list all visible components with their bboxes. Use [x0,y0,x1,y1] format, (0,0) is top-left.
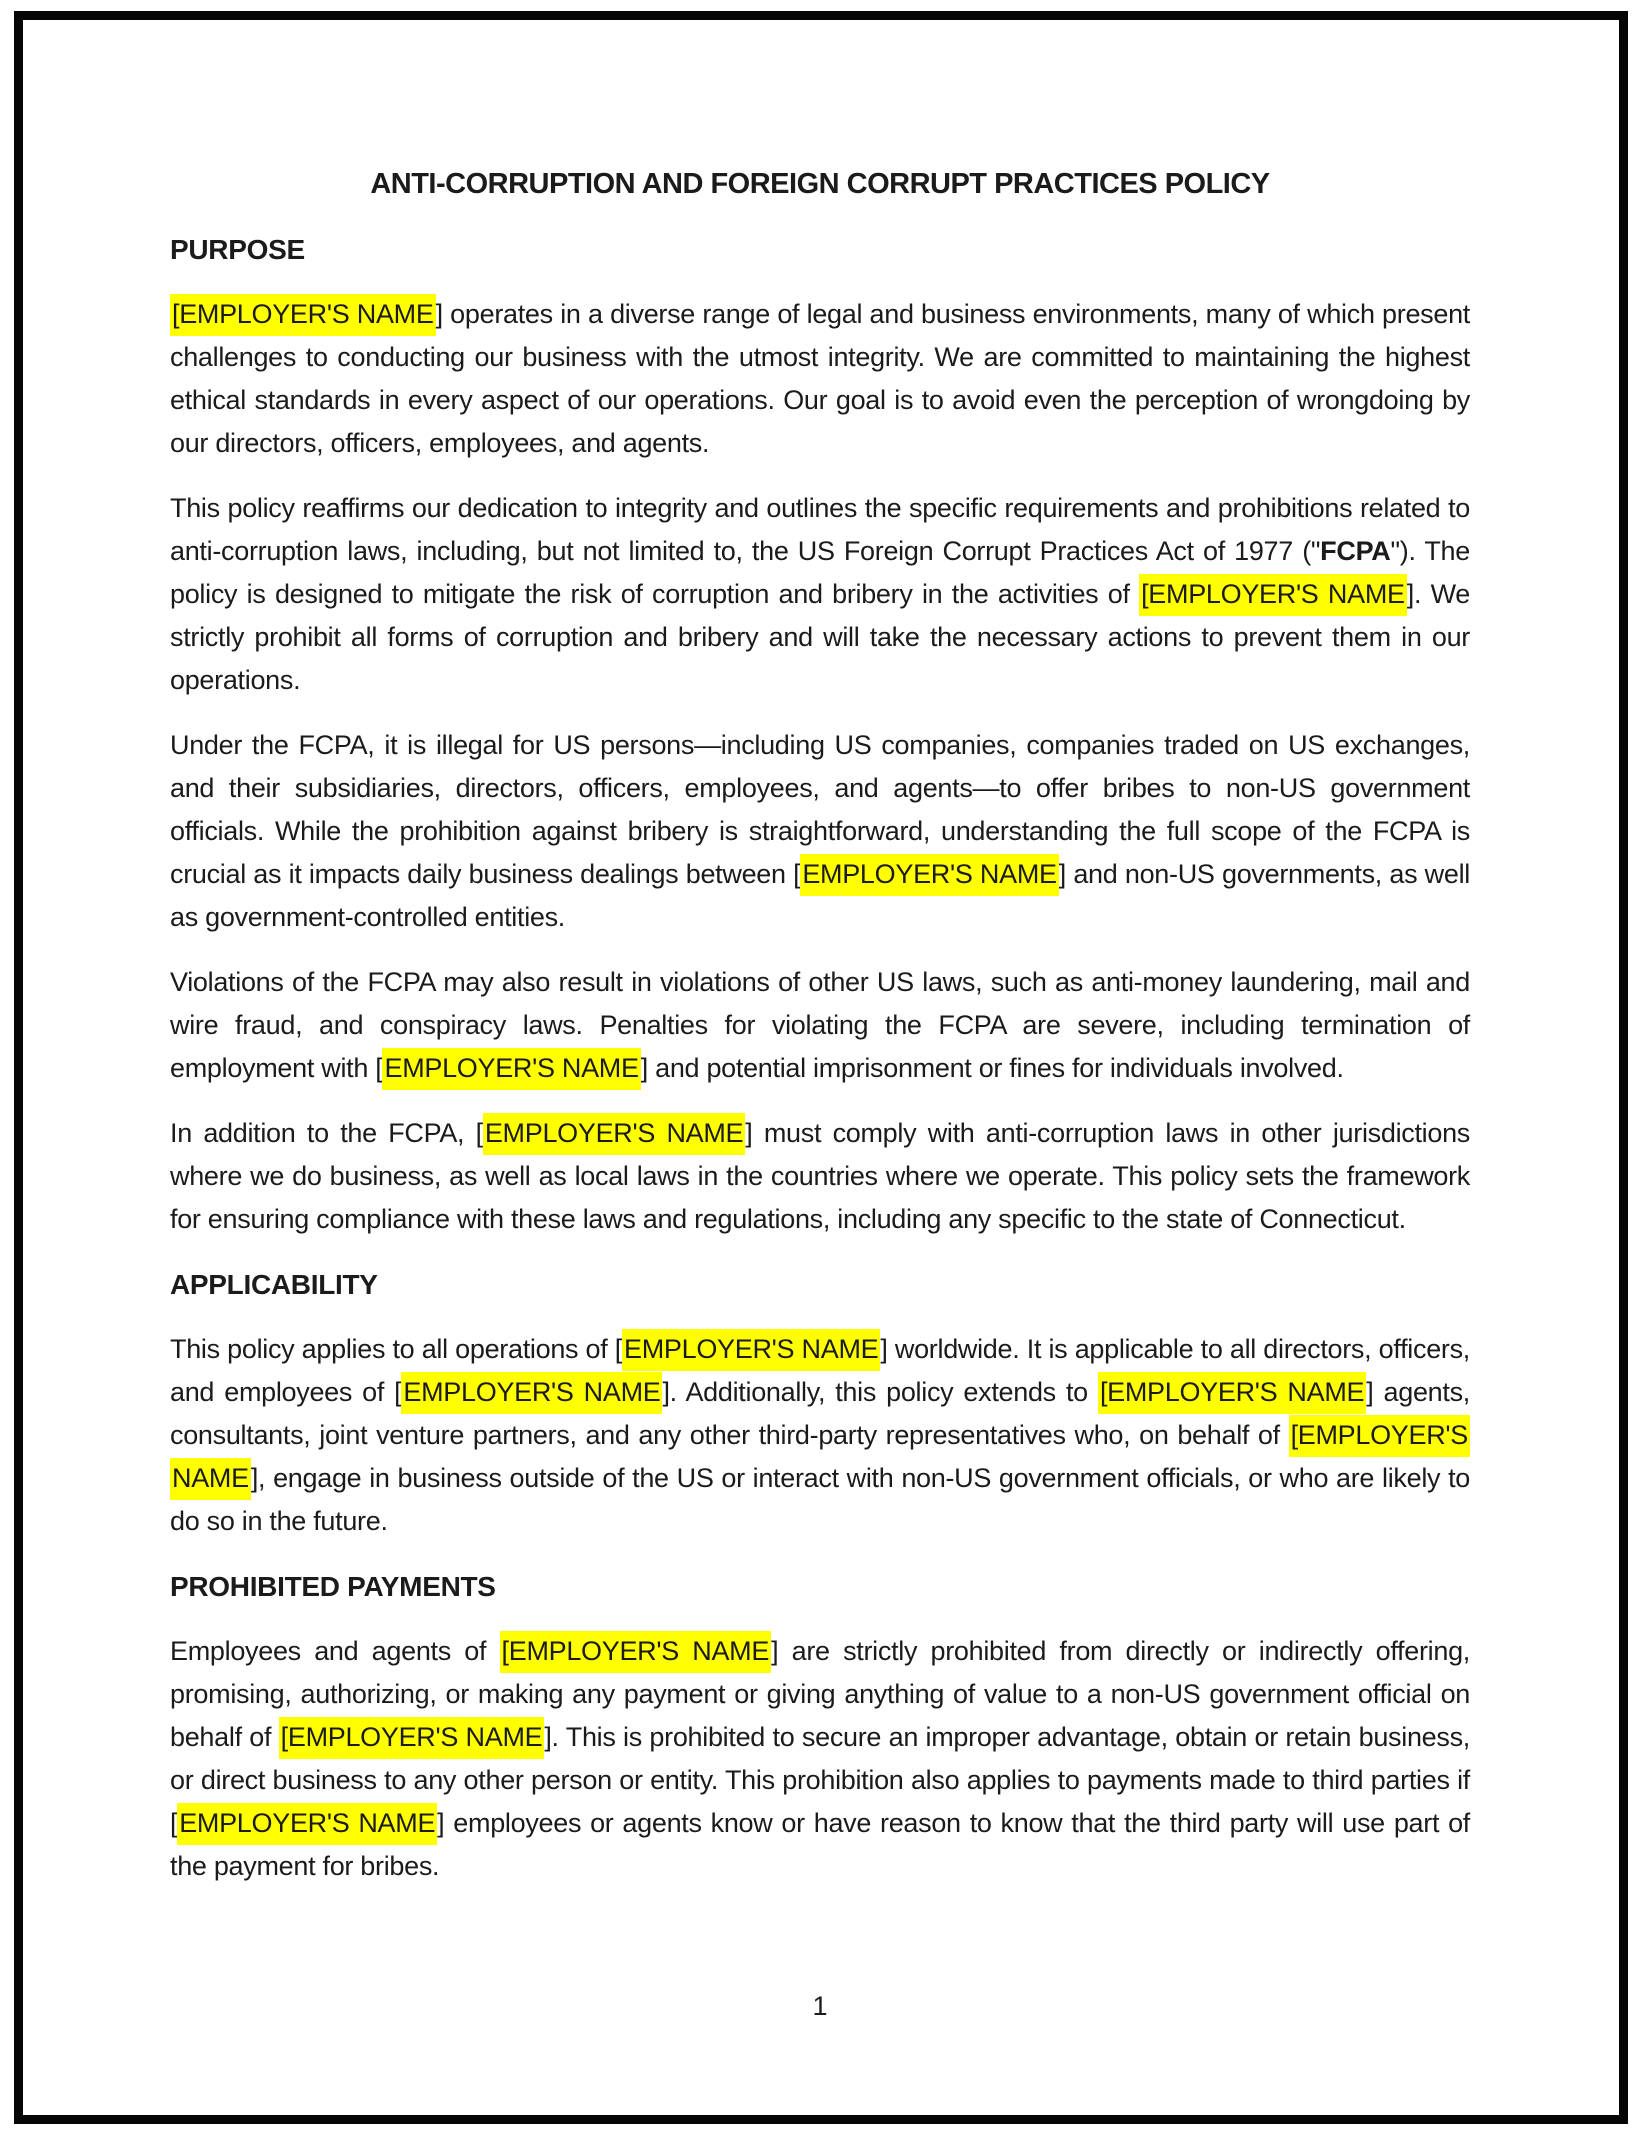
employer-name-placeholder: EMPLOYER'S NAME [401,1372,662,1414]
body-text: ]. We strictly prohibit all forms of corruption and bribery and will take the necessary actions to prevent them in our operations. [170,579,1470,695]
body-text: ]. This is prohibited to secure an improper advantage, obtain or retain business, or direct business to any other person or entity. This prohibition also applies to payments made to third parties if [ [170,1722,1470,1838]
paragraph [170,1112,1470,1241]
employer-name-placeholder: [EMPLOYER'S NAME [170,1415,1470,1500]
employer-name-placeholder: [EMPLOYER'S NAME [500,1631,772,1673]
bold-text: FCPA [1320,536,1391,566]
employer-name-placeholder: [EMPLOYER'S NAME [1139,574,1407,616]
body-text: ] agents, consultants, joint venture partners, and any other third-party representatives who, on behalf of [170,1377,1470,1450]
employer-name-placeholder: EMPLOYER'S NAME [483,1113,745,1155]
body-text: This policy applies to all operations of [ [170,1334,623,1364]
body-text: ] are strictly prohibited from directly or indirectly offering, promising, authorizing, or making any payment or giving anything of value to a non-US government official on behalf of [170,1636,1470,1752]
section-heading: APPLICABILITY [170,1269,378,1300]
employer-name-placeholder: [EMPLOYER'S NAME [170,294,436,336]
section-heading: PROHIBITED PAYMENTS [170,1571,496,1602]
body-text: ] and non-US governments, as well as government-controlled entities. [170,859,1470,932]
employer-name-placeholder: [EMPLOYER'S NAME [1098,1372,1366,1414]
document-body [170,228,1470,1888]
body-text: Under the FCPA, it is illegal for US persons—including US companies, companies traded on US exchanges, and their subsidiaries, directors, officers, employees, and agents—to offer bribes to non-US government officials. While the prohibition against bribery is straightforward, understanding the full scope of the FCPA is crucial as it impacts daily business dealings between [ [170,730,1470,889]
body-text: ] and potential imprisonment or fines for individuals involved. [640,1053,1344,1083]
employer-name-placeholder: EMPLOYER'S NAME [382,1048,640,1090]
employer-name-placeholder: [EMPLOYER'S NAME [279,1717,545,1759]
body-text: Violations of the FCPA may also result in violations of other US laws, such as anti-money laundering, mail and wire fraud, and conspiracy laws. Penalties for violating the FCPA are severe, including termination of employment with [ [170,967,1470,1083]
section-heading: PURPOSE [170,234,305,265]
body-text: ] must comply with anti-corruption laws in other jurisdictions where we do business, as well as local laws in the countries where we operate. This policy sets the framework for ensuring compliance with these laws and regulations, including any specific to the state of Connecticut. [170,1118,1470,1234]
document-title: ANTI-CORRUPTION AND FOREIGN CORRUPT PRACTICES POLICY [370,168,1270,200]
body-text: ] operates in a diverse range of legal and business environments, many of which present challenges to conducting our business with the utmost integrity. We are committed to maintaining the highest ethical standards in every aspect of our operations. Our goal is to avoid even the perception of wrongdoing by our directors, officers, employees, and agents. [170,299,1470,458]
paragraph [170,1630,1470,1888]
body-text: In addition to the FCPA, [ [170,1118,483,1148]
paragraph [170,293,1470,465]
body-text: ] employees or agents know or have reason to know that the third party will use part of the payment for bribes. [170,1808,1470,1881]
body-text: ]. Additionally, this policy extends to [662,1377,1098,1407]
body-text: "). The policy is designed to mitigate the risk of corruption and bribery in the activities of [170,536,1470,609]
page-number: 1 [812,1991,828,2021]
employer-name-placeholder: EMPLOYER'S NAME [622,1329,880,1371]
paragraph [170,724,1470,939]
employer-name-placeholder: EMPLOYER'S NAME [800,854,1058,896]
paragraph [170,487,1470,702]
document-content [170,163,1470,1910]
body-text: Employees and agents of [170,1636,500,1666]
employer-name-placeholder: EMPLOYER'S NAME [177,1803,437,1845]
body-text: This policy reaffirms our dedication to integrity and outlines the specific requirements and prohibitions related to anti-corruption laws, including, but not limited to, the US Foreign Corrupt Practices Act of 1977 (" [170,493,1470,566]
paragraph [170,1328,1470,1543]
paragraph [170,961,1470,1090]
body-text: ] worldwide. It is applicable to all directors, officers, and employees of [ [170,1334,1470,1407]
body-text: ], engage in business outside of the US or interact with non-US government officials, or who are likely to do so in the future. [170,1463,1470,1536]
